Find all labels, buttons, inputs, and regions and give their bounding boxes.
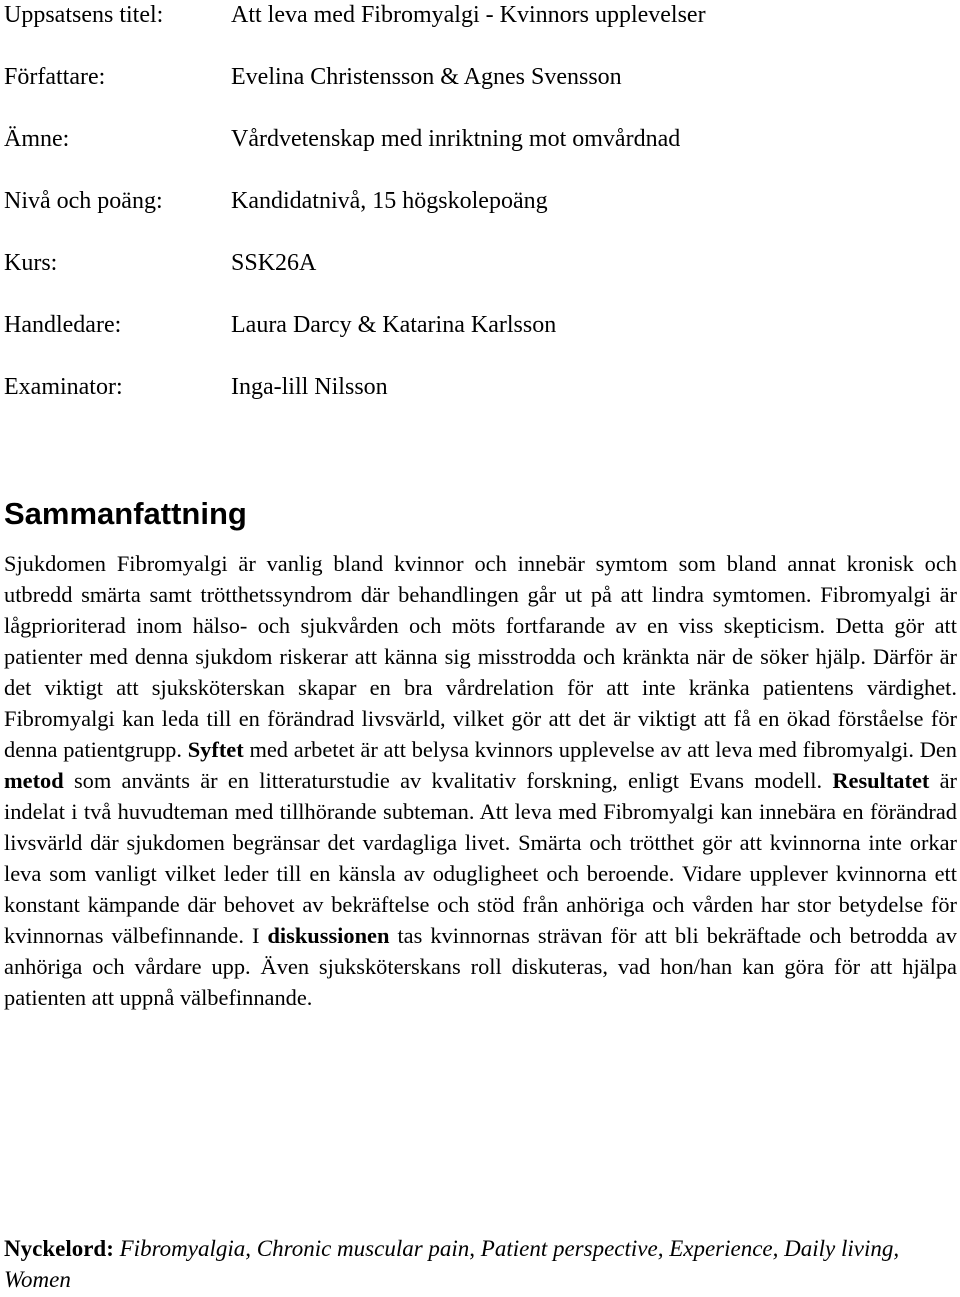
term-diskussion: diskussionen [267, 923, 390, 948]
meta-label-subject: Ämne: [4, 126, 70, 152]
meta-value-course: SSK26A [231, 250, 317, 276]
meta-value-examiner: Inga-lill Nilsson [231, 374, 388, 400]
meta-value-subject: Vårdvetenskap med inriktning mot omvårdnad [231, 126, 681, 152]
keywords-label: Nyckelord: [4, 1236, 114, 1261]
abstract-text [4, 548, 957, 1013]
abstract-part-2: med arbetet är att belysa kvinnors upplevelse av att leva med fibromyalgi. Den [243, 737, 957, 762]
abstract-heading: Sammanfattning [4, 496, 247, 531]
keywords-list: Fibromyalgia, Chronic muscular pain, Patient perspective, Experience, Daily living, Women [4, 1236, 900, 1292]
term-metod: metod [4, 768, 64, 793]
meta-value-supervisors: Laura Darcy & Katarina Karlsson [231, 312, 557, 338]
meta-label-title: Uppsatsens titel: [4, 2, 164, 28]
keywords [4, 1233, 957, 1295]
meta-label-supervisors: Handledare: [4, 312, 122, 338]
abstract-part-1: Sjukdomen Fibromyalgi är vanlig bland kvinnor och innebär symtom som bland annat kronisk och utbredd smärta samt trötthetssyndrom där behandlingen går ut på att lindra symtomen. Fibromyalgi är lågprioriterad inom hälso- och sjukvården och möts fortfarande av en viss skepticism. Detta gör att patienter med denna sjukdom riskerar att känna sig misstrodda och kränkta när de söker hjälp. Därför är det viktigt att sjuksköterskan skapar en bra vårdrelation för att inte kränka patientens värdighet. Fibromyalgi kan leda till en förändrad livsvärld, vilket gör att det är viktigt att få en ökad förståelse för denna patientgrupp. [4, 551, 957, 762]
meta-label-authors: Författare: [4, 64, 106, 90]
meta-value-authors: Evelina Christensson & Agnes Svensson [231, 64, 622, 90]
abstract-part-5: tas kvinnornas strävan för att bli bekräftade och betrodda av anhöriga och vårdare upp. Även sjuksköterskans roll diskuteras, vad hon/han kan göra för att hjälpa patienten att uppnå välbefinnande. [4, 923, 958, 1010]
meta-value-title: Att leva med Fibromyalgi - Kvinnors upplevelser [231, 2, 706, 28]
meta-label-level: Nivå och poäng: [4, 188, 163, 214]
abstract-part-3: som använts är en litteraturstudie av kvalitativ forskning, enligt Evans modell. [63, 768, 833, 793]
term-syfte: Syftet [187, 737, 244, 762]
meta-value-level: Kandidatnivå, 15 högskolepoäng [231, 188, 548, 214]
meta-label-course: Kurs: [4, 250, 58, 276]
term-resultat: Resultatet [832, 768, 930, 793]
abstract-part-4: är indelat i två huvudteman med tillhörande subteman. Att leva med Fibromyalgi kan innebära en förändrad livsvärld där sjukdomen begränsar det vardagliga livet. Smärta och trötthet gör att kvinnorna inte orkar leva som vanligt vilket leder till en känsla av odugligheet och beroende. Vidare upplever kvinnorna ett konstant kämpande där behovet av bekräftelse och stöd från anhöriga och vården har stor betydelse för kvinnornas välbefinnande. I [4, 768, 958, 948]
meta-label-examiner: Examinator: [4, 374, 123, 400]
